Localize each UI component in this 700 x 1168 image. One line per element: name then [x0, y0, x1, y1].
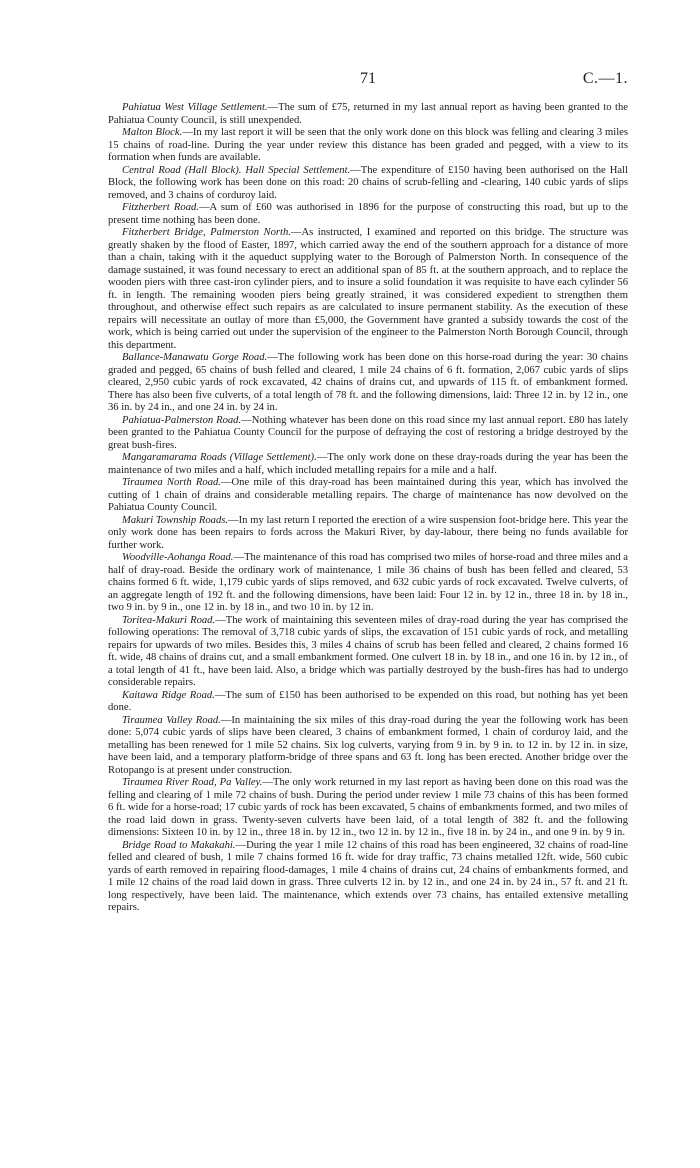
paragraph-text: —The only work returned in my last report as having been done on this road was the felling and clearing of 1 mile 72 chains of bush. During the period under review 1 mile 73 chains of this has been formed 6 ft. wide for a horse-road; 17 cubic yards of rock has been excavated, 5 chains of embankments formed, and two miles of the road laid down in grass. Twenty-seven culverts have been laid, of a total length of 382 ft. and the following dimensions: Sixteen 10 in. by 12 in., three 18 in. by 12 in., two 12 in. by 12 in., five 18 in. by 24 in., and one 9 in. by 9 in.: [108, 777, 628, 838]
page-number: 71: [360, 70, 376, 87]
paragraph-text: —The maintenance of this road has comprised two miles of horse-road and three miles and a half of dray-road. Beside the ordinary work of maintenance, 1 mile 36 chains of bush has been felled and cleared, 53 chains formed 6 ft. wide, 1,179 cubic yards of slips removed, and 632 cubic yards of rock excavated. Twelve culverts, of an aggregate length of 192 ft. and the following dimensions, have been laid: Four 12 in. by 12 in., three 18 in. by 18 in., two 9 in. by 9 in., one 12 in. by 18 in., and two 10 in. by 12 in.: [108, 552, 629, 613]
document-body: [108, 102, 628, 915]
paragraph-tiraumea-river: [108, 777, 628, 840]
paragraph-title: Woodville-Aohanga Road.: [122, 552, 234, 563]
paragraph-title: Mangaramarama Roads (Village Settlement).: [122, 452, 317, 463]
paragraph-ballance-manawatu: [108, 352, 628, 415]
paragraph-text: —One mile of this dray-road has been maintained during this year, which has involved the cutting of 1 chain of drains and considerable metalling repairs. The charge of maintenance has now devolved on the Pahiatua County Council.: [108, 477, 628, 513]
paragraph-title: Bridge Road to Makakahi.: [122, 839, 236, 851]
paragraph-toritea-makuri: [108, 615, 628, 690]
paragraph-text: —In my last report it will be seen that the only work done on this block was felling and clearing 3 miles 15 chains of road-line. During the year under review this distance has been graded and pegged, with a view to its formation when funds are available.: [108, 127, 628, 163]
paragraph-title: Pahiatua-Palmerston Road.: [122, 414, 242, 426]
paragraph-text: —Nothing whatever has been done on this road since my last annual report. £80 has lately been granted to the Pahiatua County Council for the purpose of defraying the cost of restoring a bridge destroyed by the great bush-fires.: [108, 414, 629, 451]
paragraph-fitzherbert-bridge: [108, 227, 628, 352]
paragraph-title: Fitzherbert Bridge, Palmerston North.: [122, 227, 291, 238]
paragraph-text: —The work of maintaining this seventeen miles of dray-road during the year has comprised the following operations: The removal of 3,718 cubic yards of slips, the excavation of 151 cubic yards of rock, and metalling repairs for upwards of two miles. Besides this, 3 miles 4 chains of scrub has been felled and cleared, 2 chains formed 16 ft. wide, 48 chains of drains cut, and a small embankment formed. One culvert 18 in. by 18 in., and one 16 in. by 12 in., of a total length of 41 ft., have been laid. Also, a bridge which was partially destroyed by the bush-fires has had to undergo considerable repairs.: [108, 614, 628, 688]
paragraph-text: —During the year 1 mile 12 chains of this road has been engineered, 32 chains of road-line felled and cleared of bush, 1 mile 7 chains formed 16 ft. wide for dray traffic, 73 chains metalled 12ft. wide, 560 cubic yards of earth removed in repairing flood-damages, 1 mile 4 chains of drains cut, 24 chains of embankments formed, and 1 mile 12 chains of the road laid down in grass. Three culverts 12 in. by 12 in., and one 24 in. by 24 in., 57 ft. and 21 ft. long respectively, have been laid. The maintenance, which extends over 73 chains, has entailed extensive metalling repairs.: [108, 839, 629, 913]
paragraph-text: —The expenditure of £150 having been authorised on the Hall Block, the following work has been done on this road: 20 chains of scrub-felling and -clearing, 140 cubic yards of slips removed, and 3 chains of corduroy laid.: [108, 164, 628, 201]
paragraph-title: Tiraumea River Road, Pa Valley.: [122, 777, 263, 788]
paragraph-bridge-road-makakahi: [108, 840, 628, 915]
paragraph-text: —The sum of £150 has been authorised to be expended on this road, but nothing has yet been done.: [108, 689, 628, 713]
paragraph-tiraumea-valley: [108, 715, 628, 778]
section-code: C.—1.: [582, 70, 628, 87]
paragraph-kaitawa-ridge: [108, 690, 628, 715]
paragraph-title: Makuri Township Roads.: [122, 514, 229, 526]
paragraph-makuri-township: [108, 515, 628, 553]
paragraph-text: —As instructed, I examined and reported on this bridge. The structure was greatly shaken by the flood of Easter, 1897, which carried away the end of the southern approach for a distance of more than a chain, taking with it the aqueduct supplying water to the Borough of Palmerston North. In consequence of the damage sustained, it was found necessary to erect an additional span of 85 ft. at the southern approach, and to replace the wooden piers with three cast-iron cylinder piers, and to insure a solid foundation it was requisite to have each cylinder 56 ft. in length. The remaining wooden piers being greatly strained, it was considered expedient to strengthen them throughout, and otherwise effect such repairs as are calculated to insure permanent stability. As the execution of these repairs will necessitate an outlay of more than £5,000, the Government have granted a subsidy towards the cost of the work, which is being carried out under the supervision of the engineer to the Palmerston North Borough Council, through this department.: [108, 227, 628, 351]
paragraph-title: Ballance-Manawatu Gorge Road.: [122, 352, 268, 363]
paragraph-title: Toritea-Makuri Road.: [122, 614, 216, 626]
paragraph-title: Tiraumea Valley Road.: [122, 714, 221, 726]
page-header: [108, 70, 628, 94]
paragraph-text: —In my last return I reported the erection of a wire suspension foot-bridge here. This year the only work done has been repairs to fords across the Makuri River, by day-labour, there being no funds available for further work.: [108, 514, 628, 551]
paragraph-title: Pahiatua West Village Settlement.: [122, 102, 268, 113]
paragraph-mangaramarama: [108, 452, 628, 477]
paragraph-title: Tiraumea North Road.: [122, 477, 221, 488]
paragraph-text: —The following work has been done on this horse-road during the year: 30 chains graded and pegged, 65 chains of bush felled and cleared, 1 mile 24 chains of 6 ft. formation, 2,067 cubic yards of slips cleared, 2,950 cubic yards of rock excavated, 42 chains of drains cut, and upwards of 115 ft. of embankment formed. There has also been five culverts, of a total length of 78 ft. and the following dimensions, laid: Three 12 in. by 12 in., one 36 in. by 24 in., and one 24 in. by 24 in.: [108, 352, 628, 413]
paragraph-title: Malton Block.: [122, 127, 183, 138]
paragraph-woodville-aohanga: [108, 552, 628, 615]
paragraph-pahiatua-west: [108, 102, 628, 127]
paragraph-text: —A sum of £60 was authorised in 1896 for the purpose of constructing this road, but up to the present time nothing has been done.: [108, 202, 629, 226]
paragraph-central-road: [108, 165, 628, 203]
paragraph-text: —The only work done on these dray-roads during the year has been the maintenance of two miles and a half, which included metalling repairs for a mile and a half.: [108, 452, 628, 476]
paragraph-tiraumea-north: [108, 477, 628, 515]
paragraph-title: Central Road (Hall Block). Hall Special Settlement.: [122, 164, 351, 176]
paragraph-title: Fitzherbert Road.: [122, 202, 199, 213]
paragraph-text: —The sum of £75, returned in my last annual report as having been granted to the Pahiatua County Council, is still unexpended.: [108, 102, 628, 126]
paragraph-malton-block: [108, 127, 628, 165]
paragraph-pahiatua-palmerston: [108, 415, 628, 453]
paragraph-title: Kaitawa Ridge Road.: [122, 689, 215, 701]
paragraph-text: —In maintaining the six miles of this dray-road during the year the following work has been done: 5,074 cubic yards of slips have been cleared, 3 chains of embankment formed, 1 chain of corduroy laid, and the metalling has been renewed for 1 mile 52 chains. Six log culverts, varying from 9 in. by 9 in. to 12 in. by 12 in. in size, have been laid, and a temporary platform-bridge of three spans and 63 ft. long has been erected. Another bridge over the Rotopango is at present under construction.: [108, 714, 628, 776]
paragraph-fitzherbert-road: [108, 202, 628, 227]
